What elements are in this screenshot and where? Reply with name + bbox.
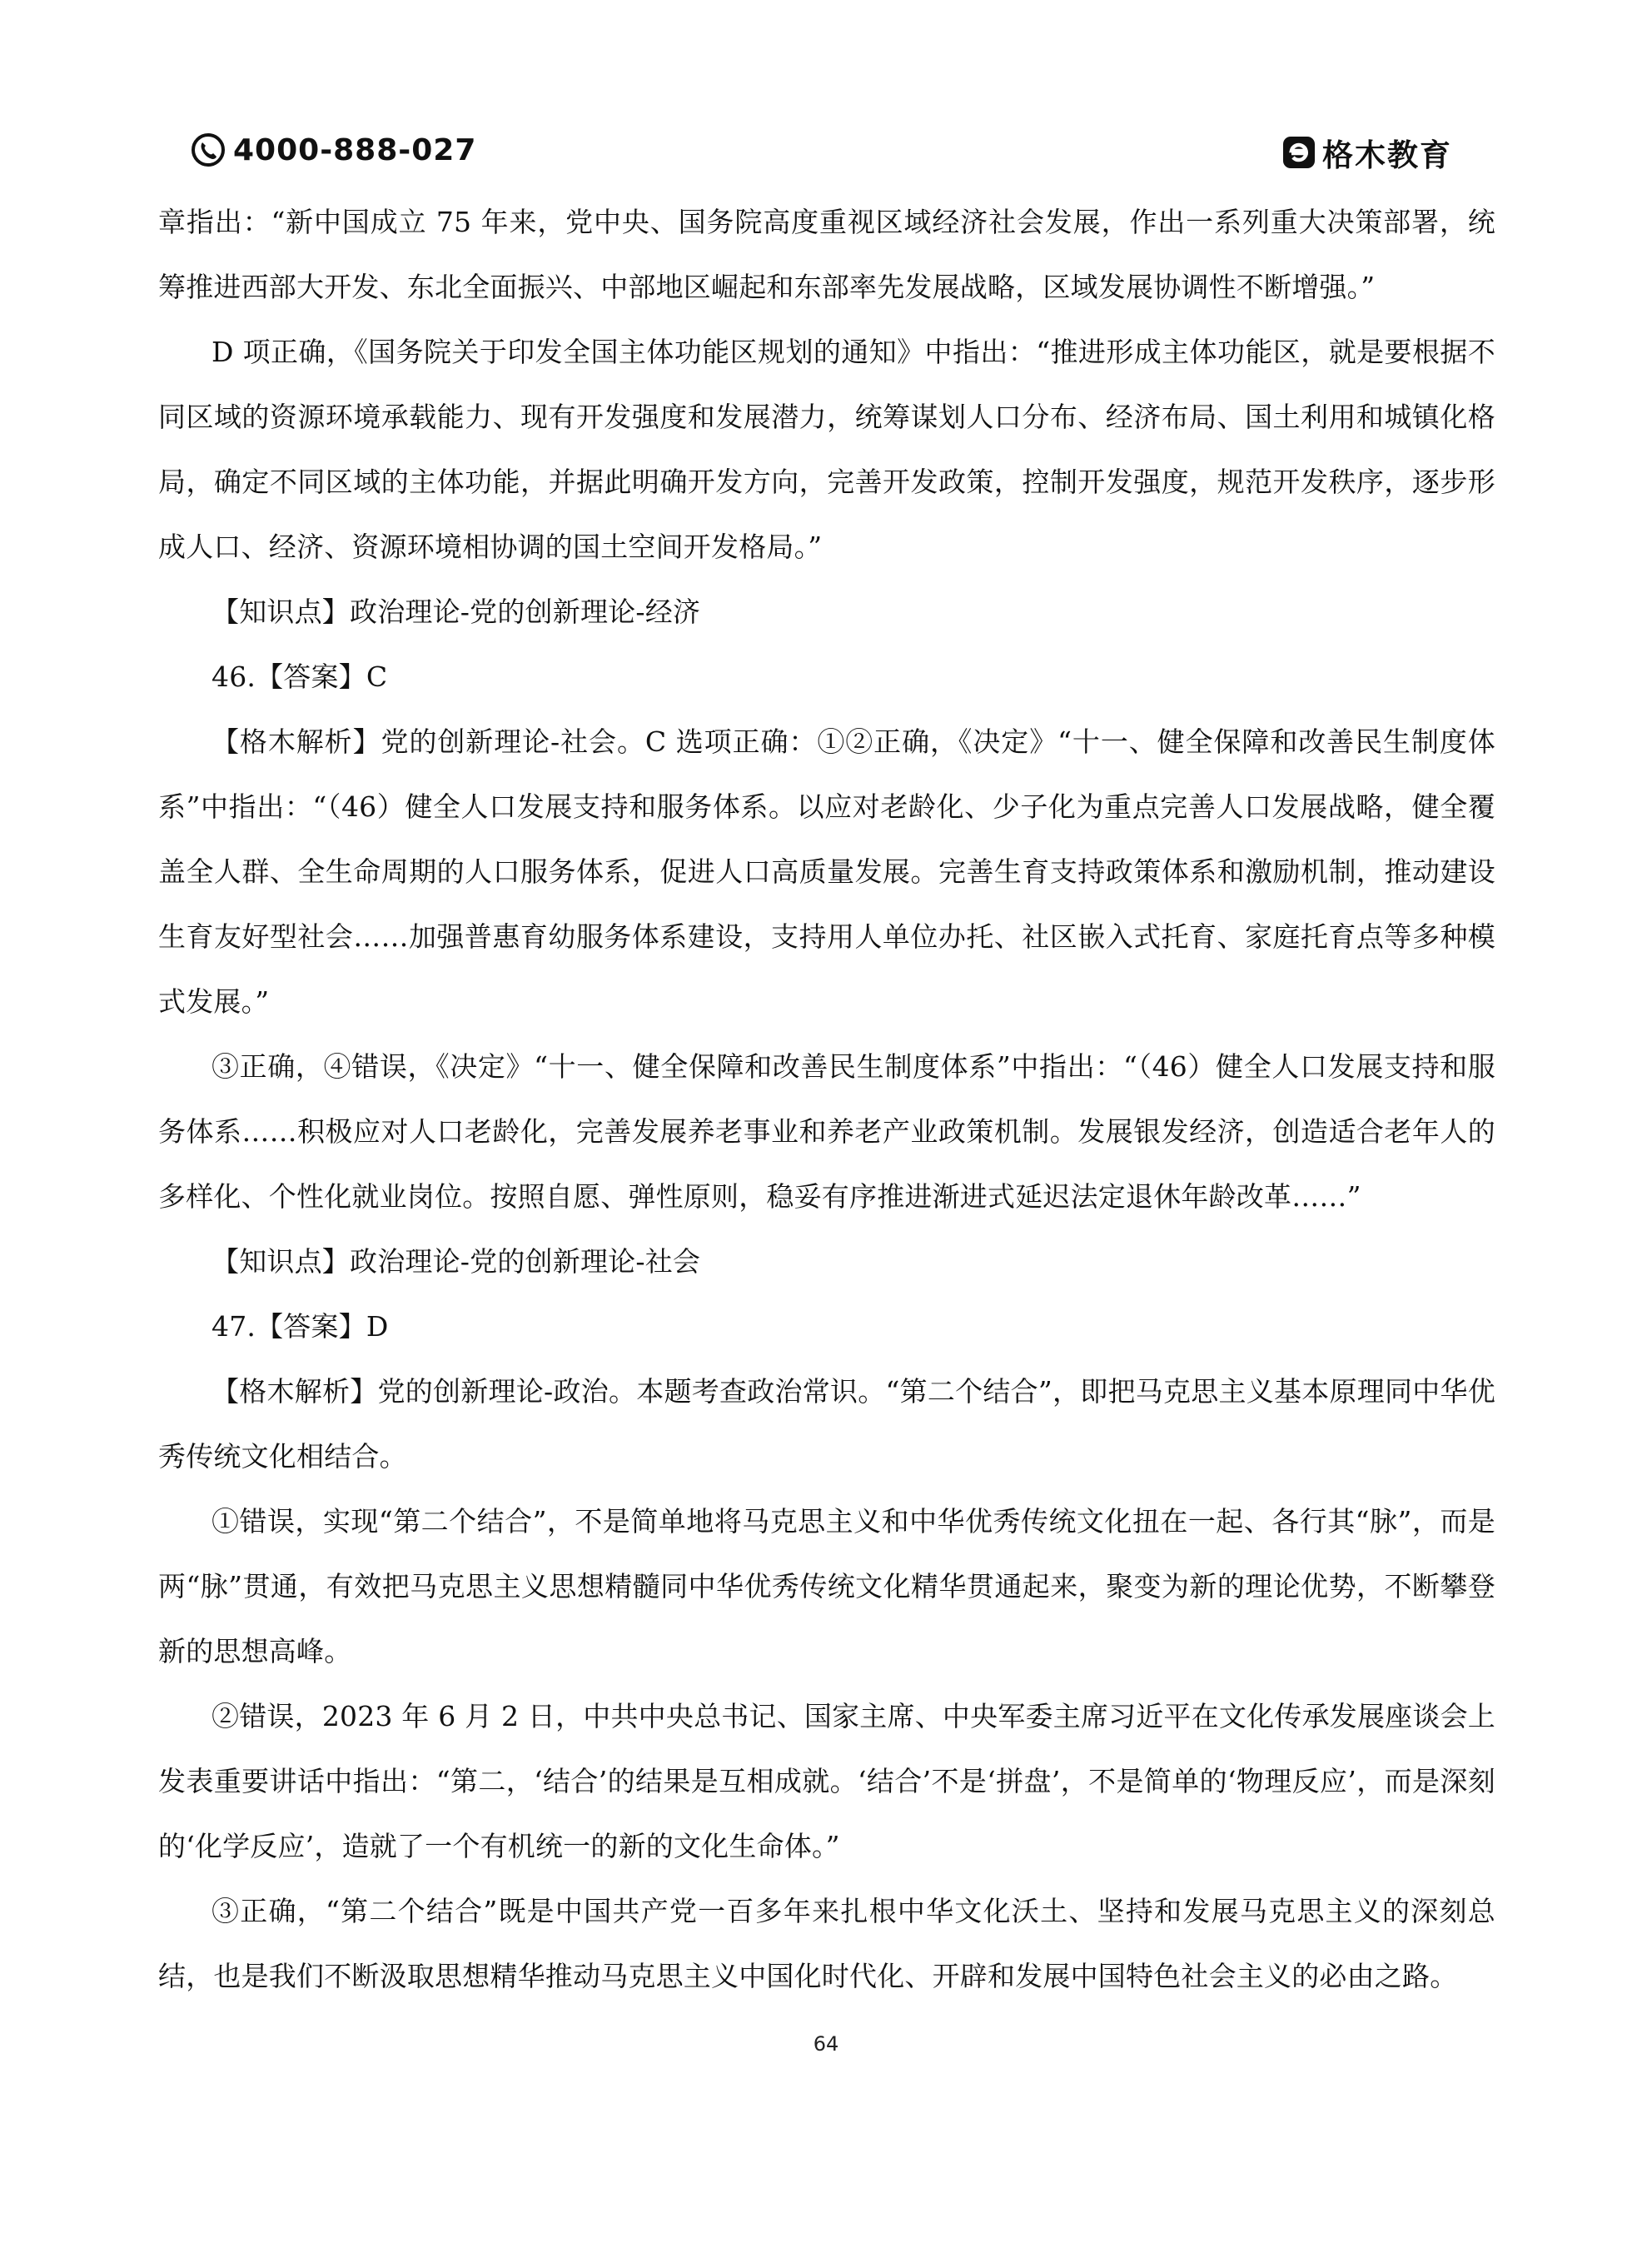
paragraph: ③正确，④错误，《决定》“十一、健全保障和改善民生制度体系”中指出：“（46）健全人口发展支持和服务体系……积极应对人口老龄化，完善发展养老事业和养老产业政策机制。发展银发经济，创造适合老年人的多样化、个性化就业岗位。按照自愿、弹性原则，稳妥有序推进渐进式延迟法定退休年龄改革……” [158,1050,1495,1213]
phone-icon [190,132,226,168]
paragraph: ②错误，2023 年 6 月 2 日，中共中央总书记、国家主席、中央军委主席习近平在文化传承发展座谈会上发表重要讲话中指出：“第二，‘结合’的结果是互相成就。‘结合’不是‘拼盘’，不是简单的‘物理反应’，而是深刻的‘化学反应’，造就了一个有机统一的新的文化生命体。” [158,1700,1495,1862]
brand [1281,130,1452,175]
phone-contact [190,132,476,168]
brand-logo-icon [1281,134,1317,171]
phone-number: 4000-888-027 [233,132,477,167]
paragraph: ①错误，实现“第二个结合”，不是简单地将马克思主义和中华优秀传统文化扭在一起、各行其“脉”，而是两“脉”贯通，有效把马克思主义思想精髓同中华优秀传统文化精华贯通起来，聚变为新的理论优势，不断攀登新的思想高峰。 [158,1505,1495,1667]
document-body [158,190,1495,2009]
answer-heading: 47.【答案】D [211,1310,389,1343]
brand-name: 格木教育 [1322,137,1452,173]
knowledge-point: 【知识点】政治理论-党的创新理论-社会 [211,1245,701,1278]
answer-heading: 46.【答案】C [211,660,388,693]
paragraph: ③正确，“第二个结合”既是中国共产党一百多年来扎根中华文化沃土、坚持和发展马克思主义的深刻总结，也是我们不断汲取思想精华推动马克思主义中国化时代化、开辟和发展中国特色社会主义的必由之路。 [158,1895,1495,1992]
paragraph: D 项正确，《国务院关于印发全国主体功能区规划的通知》中指出：“推进形成主体功能区，就是要根据不同区域的资源环境承载能力、现有开发强度和发展潜力，统筹谋划人口分布、经济布局、国土利用和城镇化格局，确定不同区域的主体功能，并据此明确开发方向，完善开发政策，控制开发强度，规范开发秩序，逐步形成人口、经济、资源环境相协调的国土空间开发格局。” [158,336,1495,563]
paragraph: 【格木解析】党的创新理论-社会。C 选项正确：①②正确，《决定》“十一、健全保障和改善民生制度体系”中指出：“（46）健全人口发展支持和服务体系。以应对老龄化、少子化为重点完善人口发展战略，健全覆盖全人群、全生命周期的人口服务体系，促进人口高质量发展。完善生育支持政策体系和激励机制，推动建设生育友好型社会……加强普惠育幼服务体系建设，支持用人单位办托、社区嵌入式托育、家庭托育点等多种模式发展。” [158,725,1495,1018]
knowledge-point: 【知识点】政治理论-党的创新理论-经济 [211,596,701,628]
page-header [0,125,1652,183]
paragraph: 【格木解析】党的创新理论-政治。本题考查政治常识。“第二个结合”，即把马克思主义基本原理同中华优秀传统文化相结合。 [158,1375,1495,1473]
page-number: 64 [813,2032,839,2056]
paragraph: 章指出：“新中国成立 75 年来，党中央、国务院高度重视区域经济社会发展，作出一系列重大决策部署，统筹推进西部大开发、东北全面振兴、中部地区崛起和东部率先发展战略，区域发展协调性不断增强。” [158,206,1495,303]
